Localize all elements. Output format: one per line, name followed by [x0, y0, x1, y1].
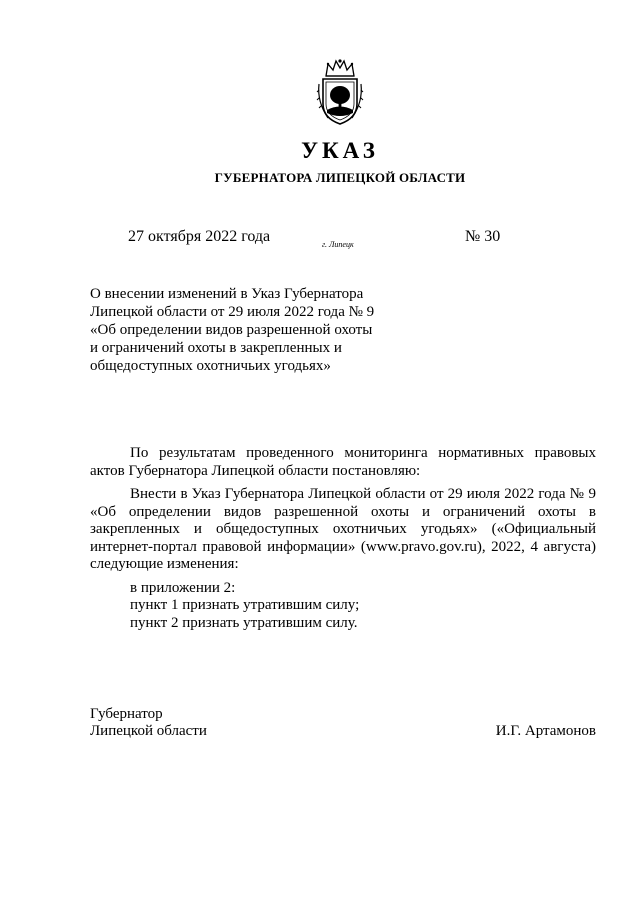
decree-body [90, 445, 596, 632]
subject-line: О внесении изменений в Указ Губернатора [90, 286, 364, 302]
decree-issuer: ГУБЕРНАТОРА ЛИПЕЦКОЙ ОБЛАСТИ [214, 170, 466, 185]
signatory-name: И.Г. Артамонов [495, 723, 596, 739]
decree-subject [90, 285, 410, 375]
subject-line: общедоступных охотничьих угодьях» [90, 358, 331, 374]
signatory-position-line: Липецкой области [90, 723, 207, 739]
subject-line: «Об определении видов разрешенной охоты [90, 322, 373, 338]
coat-of-arms-icon [316, 58, 364, 126]
signatory-position-line: Губернатор [90, 706, 163, 722]
decree-date: 27 октября 2022 года [128, 228, 271, 245]
amendment-item: пункт 1 признать утратившим силу; [130, 597, 360, 613]
decree-city: г. Липецк [322, 240, 354, 249]
amendment-item: в приложении 2: [130, 579, 236, 596]
subject-line: Липецкой области от 29 июля 2022 года № 9 [90, 304, 375, 320]
decree-title: УКАЗ [301, 138, 379, 163]
decree-number: № 30 [465, 228, 501, 245]
subject-line: и ограничений охоты в закрепленных и [90, 340, 342, 356]
amendment-paragraph: Внести в Указ Губернатора Липецкой области от 29 июля 2022 года № 9 «Об определении видов разрешенной охоты и ограничений охоты в закрепленных и общедоступных охотничьих угодьях» («Официальный интернет-портал правовой информации» (www.pravo.gov.ru), 2022, 4 августа) следующие изменения: [90, 486, 596, 572]
preamble-paragraph: По результатам проведенного мониторинга нормативных правовых актов Губернатора Липецкой области постановляю: [90, 445, 596, 479]
signatory-position [90, 706, 207, 740]
amendment-item: пункт 2 признать утратившим силу. [130, 614, 358, 631]
